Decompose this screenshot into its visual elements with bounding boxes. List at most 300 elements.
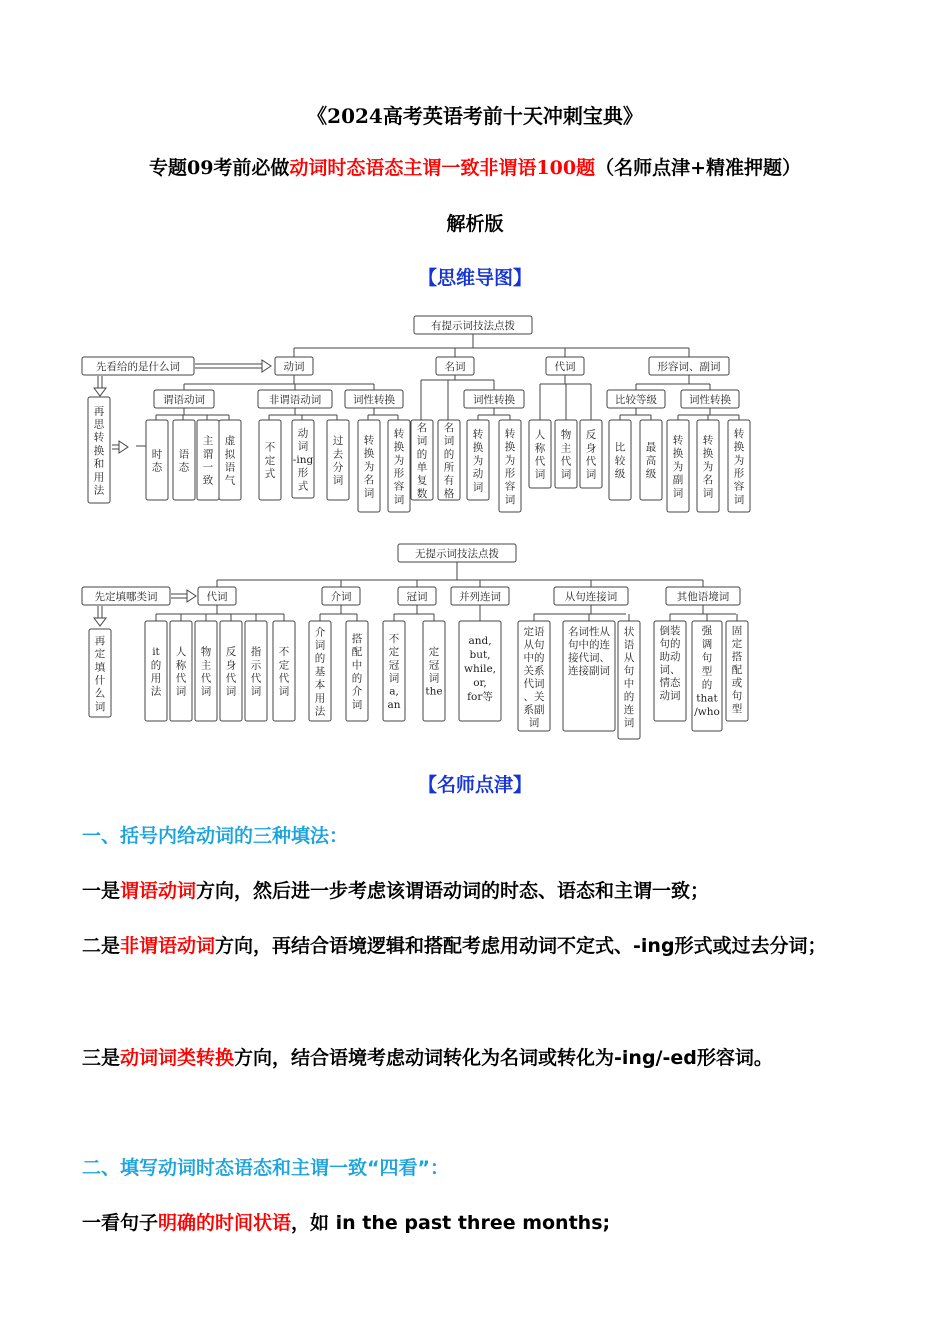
svg-text:转: 转 — [702, 434, 714, 447]
svg-text:中的: 中的 — [523, 652, 545, 664]
svg-text:身: 身 — [225, 659, 237, 672]
section-tips-heading: 【名师点津】 — [417, 774, 532, 796]
svg-text:定: 定 — [278, 659, 290, 672]
svg-text:、关: 、关 — [523, 691, 545, 703]
svg-text:不: 不 — [278, 646, 290, 659]
svg-text:-ing: -ing — [292, 453, 314, 466]
svg-text:转: 转 — [393, 427, 405, 440]
tip-paragraph-4 — [82, 1195, 882, 1251]
svg-text:词: 词 — [560, 468, 572, 481]
svg-text:称: 称 — [175, 659, 187, 672]
svg-text:分: 分 — [332, 461, 344, 474]
svg-text:复: 复 — [416, 474, 428, 487]
svg-text:比较等级: 比较等级 — [615, 394, 657, 406]
mindmap2-pronoun-leaf-6 — [273, 621, 295, 721]
svg-text:词、: 词、 — [659, 664, 681, 676]
svg-text:高: 高 — [645, 454, 657, 467]
svg-text:定: 定 — [731, 638, 743, 650]
svg-text:致: 致 — [202, 474, 214, 487]
svg-text:容: 容 — [393, 480, 405, 493]
mindmap2-side-bottom — [89, 629, 111, 717]
svg-text:定: 定 — [264, 454, 276, 467]
svg-text:的: 的 — [351, 672, 363, 685]
mindmap1-category-1 — [275, 357, 313, 375]
svg-text:基: 基 — [314, 665, 326, 678]
svg-text:代: 代 — [278, 672, 290, 685]
mindmap1-pronoun-leaf-3 — [580, 420, 602, 488]
svg-text:代词: 代词 — [554, 361, 576, 373]
svg-text:名词性从: 名词性从 — [568, 626, 610, 638]
svg-text:词: 词 — [363, 487, 375, 500]
mindmap2-clause-leaf-1 — [518, 621, 550, 731]
svg-text:态: 态 — [178, 461, 190, 474]
mindmap1-adj-group-1 — [607, 390, 665, 408]
svg-text:形: 形 — [297, 467, 309, 480]
svg-text:并列连词: 并列连词 — [459, 591, 501, 603]
svg-text:型: 型 — [731, 703, 743, 715]
svg-text:中: 中 — [351, 659, 363, 672]
svg-text:代: 代 — [560, 455, 572, 468]
svg-text:/who: /who — [694, 706, 720, 718]
mindmap1-side-bottom — [88, 397, 110, 503]
svg-text:搭: 搭 — [731, 651, 743, 663]
svg-text:固: 固 — [731, 625, 743, 637]
svg-text:配: 配 — [351, 646, 363, 659]
mindmap1-pronoun-leaf-1 — [529, 420, 551, 488]
svg-text:词: 词 — [416, 435, 428, 448]
svg-text:代: 代 — [585, 455, 597, 468]
svg-text:用: 用 — [93, 471, 105, 484]
mindmap1-category-3 — [546, 357, 584, 375]
svg-text:定: 定 — [428, 646, 440, 659]
svg-text:状: 状 — [623, 626, 635, 638]
mindmap1-adj-leaf-2-3 — [728, 420, 750, 512]
svg-text:有提示词技法点拨: 有提示词技法点拨 — [431, 320, 515, 332]
svg-text:有: 有 — [443, 474, 455, 487]
mindmap1-side-top — [82, 357, 194, 375]
svg-text:词: 词 — [585, 468, 597, 481]
mindmap2-pronoun-leaf-3 — [195, 621, 217, 721]
svg-text:过: 过 — [332, 435, 344, 448]
svg-text:主: 主 — [200, 659, 212, 672]
svg-text:换: 换 — [93, 444, 105, 457]
tip3-keyword: 动词词类转换 — [120, 1047, 235, 1069]
svg-text:物: 物 — [560, 429, 572, 442]
svg-text:词: 词 — [504, 493, 516, 506]
svg-text:词: 词 — [443, 435, 455, 448]
mindmap1-verb-leaf-3-2 — [388, 420, 410, 512]
svg-text:气: 气 — [224, 474, 236, 487]
svg-text:配: 配 — [731, 664, 743, 676]
svg-text:法: 法 — [93, 484, 105, 497]
svg-text:定: 定 — [388, 646, 400, 659]
mindmap1-noun-group-1 — [464, 390, 524, 408]
svg-text:为: 为 — [672, 460, 684, 473]
tip4-post: ，如 in the past three months; — [291, 1212, 611, 1234]
svg-text:语: 语 — [178, 448, 190, 461]
svg-text:转: 转 — [733, 427, 745, 440]
svg-text:词: 词 — [225, 685, 237, 698]
document-subtitle — [0, 153, 950, 180]
mindmap2-other-leaf-2 — [692, 621, 722, 731]
mindmap2-category-4 — [451, 587, 509, 605]
mindmap2-pronoun-leaf-1 — [145, 621, 167, 721]
svg-text:一: 一 — [202, 461, 214, 474]
svg-text:词: 词 — [351, 698, 363, 711]
svg-text:的: 的 — [150, 659, 162, 672]
svg-text:词: 词 — [297, 440, 309, 453]
mindmap1-noun-leaf-2 — [438, 420, 460, 500]
svg-text:代词: 代词 — [206, 591, 228, 603]
svg-text:先定填哪类词: 先定填哪类词 — [94, 591, 158, 603]
svg-text:接代词、: 接代词、 — [568, 652, 610, 664]
svg-text:指: 指 — [250, 646, 262, 659]
svg-text:词: 词 — [200, 685, 212, 698]
svg-text:形: 形 — [393, 467, 405, 480]
svg-text:先看给的是什么词: 先看给的是什么词 — [96, 361, 180, 373]
svg-text:为: 为 — [363, 460, 375, 473]
svg-text:么: 么 — [94, 687, 106, 700]
svg-text:名: 名 — [443, 421, 455, 434]
mindmap1-category-4 — [649, 357, 729, 375]
svg-text:的: 的 — [443, 448, 455, 461]
svg-text:冠: 冠 — [428, 659, 440, 672]
svg-text:词性转换: 词性转换 — [353, 394, 395, 406]
svg-text:级: 级 — [614, 468, 626, 481]
tip1-pre: 一是 — [82, 880, 121, 902]
mindmap2-other-leaf-1 — [654, 621, 686, 721]
svg-text:什: 什 — [94, 674, 106, 687]
svg-text:反: 反 — [585, 429, 597, 442]
mindmap2-category-5 — [554, 587, 628, 605]
svg-text:句: 句 — [623, 665, 635, 677]
svg-text:换: 换 — [672, 447, 684, 460]
svg-text:句的: 句的 — [659, 638, 681, 650]
svg-text:转: 转 — [472, 428, 484, 441]
tip4-keyword: 明确的时间状语 — [158, 1212, 292, 1234]
svg-text:转: 转 — [363, 434, 375, 447]
svg-text:无提示词技法点拨: 无提示词技法点拨 — [415, 548, 499, 560]
svg-text:名: 名 — [416, 421, 428, 434]
svg-text:词: 词 — [332, 474, 344, 487]
svg-text:为: 为 — [733, 454, 745, 467]
mindmap2-other-leaf-3 — [726, 621, 748, 721]
svg-text:介词: 介词 — [330, 591, 352, 603]
svg-text:名: 名 — [363, 474, 375, 487]
mindmap2-side-top — [82, 587, 170, 605]
svg-text:拟: 拟 — [224, 448, 236, 461]
svg-text:代词: 代词 — [523, 678, 545, 690]
mindmap2-article-leaf-1 — [383, 621, 405, 721]
svg-text:转: 转 — [504, 427, 516, 440]
svg-text:词: 词 — [175, 685, 187, 698]
section-mindmap-heading: 【思维导图】 — [417, 267, 532, 289]
svg-text:称: 称 — [534, 442, 546, 455]
mindmap1-bracket-arrow — [112, 441, 128, 453]
svg-text:冠词: 冠词 — [406, 591, 428, 603]
svg-text:的: 的 — [701, 679, 713, 691]
svg-text:从: 从 — [623, 652, 635, 664]
svg-text:身: 身 — [585, 442, 597, 455]
svg-text:代: 代 — [250, 672, 262, 685]
svg-text:主: 主 — [560, 442, 572, 455]
mindmap1-verb-leaf-2-3 — [327, 420, 349, 500]
edition-label: 解析版 — [446, 213, 504, 235]
mindmap1-root — [414, 316, 532, 334]
svg-text:谓: 谓 — [202, 448, 214, 461]
svg-text:词: 词 — [393, 493, 405, 506]
svg-text:助动: 助动 — [659, 651, 681, 663]
svg-text:型: 型 — [701, 665, 713, 678]
mind-map — [78, 308, 868, 740]
svg-text:所: 所 — [443, 461, 455, 474]
mindmap2-conj-leaf-1 — [459, 621, 501, 721]
svg-text:主: 主 — [202, 435, 214, 448]
svg-text:从句: 从句 — [523, 639, 545, 651]
mindmap1-adj-leaf-1-1 — [609, 420, 631, 500]
svg-text:换: 换 — [702, 447, 714, 460]
mindmap1-verb-leaf-1-1 — [146, 420, 168, 500]
svg-text:强: 强 — [701, 625, 713, 637]
svg-text:词: 词 — [528, 717, 540, 729]
mindmap1-verb-leaf-2-1 — [259, 420, 281, 500]
subtitle-topic: 动词时态语态主谓一致非谓语100题 — [289, 157, 596, 179]
svg-text:填: 填 — [94, 661, 106, 674]
svg-text:数: 数 — [416, 487, 428, 500]
mindmap1-verb-leaf-1-2 — [173, 420, 195, 500]
svg-text:that: that — [696, 692, 718, 705]
svg-text:再: 再 — [93, 405, 105, 418]
tip2-keyword: 非谓语动词 — [120, 935, 216, 957]
mindmap2-side-arrow — [171, 590, 196, 602]
svg-text:式: 式 — [264, 468, 276, 481]
svg-text:法: 法 — [150, 685, 162, 698]
svg-text:it: it — [152, 646, 160, 659]
svg-text:句中的连: 句中的连 — [568, 639, 610, 651]
svg-text:比: 比 — [614, 441, 626, 454]
mindmap2-pronoun-leaf-5 — [245, 621, 267, 721]
svg-text:搭: 搭 — [351, 632, 363, 645]
svg-text:词: 词 — [534, 468, 546, 481]
svg-text:调: 调 — [701, 638, 713, 651]
svg-text:名词: 名词 — [444, 361, 466, 373]
tip3-pre: 三是 — [82, 1047, 121, 1069]
svg-text:形: 形 — [733, 467, 745, 480]
svg-text:其他语境词: 其他语境词 — [676, 591, 730, 603]
svg-text:的: 的 — [623, 691, 635, 703]
tip1-keyword: 谓语动词 — [120, 880, 197, 902]
mindmap1-adj-leaf-1-2 — [640, 420, 662, 500]
mindmap2-side-down-arrow — [94, 606, 106, 626]
svg-text:词: 词 — [250, 685, 262, 698]
svg-text:词性转换: 词性转换 — [689, 394, 731, 406]
svg-text:的: 的 — [314, 652, 326, 665]
mindmap2-article-leaf-2 — [423, 621, 445, 721]
svg-text:连接副词: 连接副词 — [568, 665, 610, 677]
svg-text:词: 词 — [472, 481, 484, 494]
svg-text:较: 较 — [614, 454, 626, 467]
svg-text:an: an — [387, 698, 401, 711]
svg-text:虚: 虚 — [224, 435, 236, 448]
mindmap1-verb-leaf-2-2 — [292, 420, 314, 498]
svg-text:物: 物 — [200, 646, 212, 659]
svg-text:词: 词 — [314, 639, 326, 652]
svg-text:句: 句 — [731, 690, 743, 702]
mindmap2-root — [398, 544, 516, 562]
mindmap1-noun-leaf-4 — [499, 420, 521, 512]
svg-text:法: 法 — [314, 705, 326, 718]
svg-text:换: 换 — [363, 447, 375, 460]
mindmap1-verb-group-3 — [345, 390, 403, 408]
svg-text:词: 词 — [733, 493, 745, 506]
mindmap1-verb-leaf-1-3 — [197, 420, 219, 500]
svg-text:用: 用 — [314, 692, 326, 705]
document-title: 《2024高考英语考前十天冲刺宝典》 — [307, 104, 643, 128]
svg-text:不: 不 — [388, 632, 400, 645]
tips-heading-2: 二、填写动词时态语态和主谓一致“四看”： — [82, 1157, 449, 1179]
svg-text:示: 示 — [250, 659, 262, 672]
tip-paragraph-1 — [82, 863, 882, 919]
mindmap1-noun-leaf-3 — [467, 420, 489, 500]
subtitle-prefix: 专题09考前必做 — [148, 157, 290, 179]
svg-text:不: 不 — [264, 441, 276, 454]
svg-text:谓语动词: 谓语动词 — [163, 394, 205, 406]
svg-text:态: 态 — [151, 461, 163, 474]
svg-text:级: 级 — [645, 468, 657, 481]
svg-text:格: 格 — [443, 487, 455, 500]
mindmap1-verb-group-2 — [258, 390, 332, 408]
mindmap1-adj-leaf-2-1 — [667, 420, 689, 512]
svg-text:定: 定 — [94, 648, 106, 661]
svg-text:为: 为 — [504, 454, 516, 467]
mindmap1-adj-leaf-2-2 — [697, 420, 719, 512]
svg-text:非谓语动词: 非谓语动词 — [268, 394, 322, 406]
svg-text:换: 换 — [504, 441, 516, 454]
svg-text:介: 介 — [314, 626, 326, 639]
svg-text:词: 词 — [428, 672, 440, 685]
mindmap2-category-2 — [322, 587, 360, 605]
svg-text:换: 换 — [393, 441, 405, 454]
svg-text:代: 代 — [200, 672, 212, 685]
mindmap1-verb-group-1 — [154, 390, 214, 408]
mindmap2-category-6 — [666, 587, 740, 605]
svg-text:代: 代 — [534, 455, 546, 468]
mindmap2-clause-leaf-2 — [563, 621, 615, 731]
svg-text:情态: 情态 — [659, 677, 681, 689]
svg-text:容: 容 — [733, 480, 745, 493]
svg-text:词: 词 — [388, 672, 400, 685]
svg-text:词: 词 — [623, 717, 635, 729]
svg-text:中: 中 — [623, 678, 635, 690]
svg-text:形: 形 — [504, 467, 516, 480]
mindmap1-verb-leaf-1-4 — [219, 420, 241, 500]
svg-text:用: 用 — [150, 672, 162, 685]
svg-text:while,: while, — [463, 663, 497, 675]
svg-text:冠: 冠 — [388, 659, 400, 672]
svg-text:单: 单 — [416, 461, 428, 474]
svg-text:or,: or, — [473, 677, 487, 689]
mindmap1-noun-leaf-1 — [411, 420, 433, 500]
svg-text:语: 语 — [224, 461, 236, 474]
svg-text:副: 副 — [672, 474, 684, 487]
svg-text:词性转换: 词性转换 — [473, 394, 515, 406]
svg-text:动: 动 — [297, 427, 309, 440]
svg-text:定语: 定语 — [523, 626, 545, 638]
mindmap1-side-down-arrow — [94, 376, 106, 396]
svg-text:为: 为 — [472, 454, 484, 467]
svg-text:思: 思 — [93, 418, 105, 431]
mindmap2-pronoun-leaf-2 — [170, 621, 192, 721]
mindmap1-category-2 — [436, 357, 474, 375]
mindmap2-prep-leaf-2 — [346, 621, 368, 721]
svg-text:去: 去 — [332, 448, 344, 461]
svg-text:词: 词 — [672, 487, 684, 500]
mindmap1-verb-leaf-3-1 — [358, 420, 380, 512]
svg-text:介: 介 — [351, 685, 363, 698]
svg-text:换: 换 — [472, 441, 484, 454]
svg-text:but,: but, — [469, 649, 491, 661]
svg-text:the: the — [425, 685, 443, 698]
svg-text:再: 再 — [94, 634, 106, 647]
svg-text:动词: 动词 — [283, 361, 305, 373]
svg-text:人: 人 — [175, 646, 187, 659]
tip-paragraph-3 — [82, 1030, 882, 1086]
svg-text:for等: for等 — [467, 691, 493, 703]
svg-text:容: 容 — [504, 480, 516, 493]
tip2-pre: 二是 — [82, 935, 121, 957]
svg-text:动: 动 — [472, 468, 484, 481]
svg-text:为: 为 — [393, 454, 405, 467]
svg-text:句: 句 — [701, 652, 713, 664]
svg-text:或: 或 — [731, 677, 743, 689]
svg-text:形容词、副词: 形容词、副词 — [657, 361, 721, 373]
svg-text:关系: 关系 — [523, 665, 545, 677]
svg-text:为: 为 — [702, 460, 714, 473]
mindmap2-prep-leaf-1 — [309, 621, 331, 721]
svg-text:代: 代 — [225, 672, 237, 685]
svg-text:语: 语 — [623, 639, 635, 651]
svg-text:转: 转 — [672, 434, 684, 447]
svg-text:从句连接词: 从句连接词 — [564, 591, 618, 603]
tip1-post: 方向，然后进一步考虑该谓语动词的时态、语态和主谓一致； — [196, 880, 710, 902]
svg-text:系副: 系副 — [523, 704, 545, 716]
svg-text:倒装: 倒装 — [659, 625, 681, 637]
svg-text:和: 和 — [93, 458, 105, 471]
mindmap2-category-1 — [198, 587, 236, 605]
svg-text:时: 时 — [151, 448, 163, 461]
mindmap2-pronoun-leaf-4 — [220, 621, 242, 721]
mindmap2-category-3 — [398, 587, 436, 605]
svg-text:词: 词 — [702, 487, 714, 500]
tip-paragraph-2 — [82, 918, 882, 974]
mindmap1-adj-group-2 — [681, 390, 739, 408]
mindmap2-clause-leaf-3 — [618, 621, 640, 739]
svg-text:代: 代 — [175, 672, 187, 685]
svg-text:最: 最 — [645, 441, 657, 454]
svg-text:转: 转 — [93, 431, 105, 444]
svg-text:式: 式 — [297, 480, 309, 493]
svg-text:人: 人 — [534, 429, 546, 442]
svg-text:的: 的 — [416, 448, 428, 461]
svg-text:and,: and, — [468, 635, 492, 647]
subtitle-suffix: （名师点津+精准押题） — [595, 157, 802, 179]
svg-text:连: 连 — [623, 704, 635, 716]
tip4-pre: 一看句子 — [82, 1212, 159, 1234]
mindmap1-side-arrow — [195, 360, 271, 372]
svg-text:反: 反 — [225, 646, 237, 659]
tips-heading-1: 一、括号内给动词的三种填法： — [82, 825, 349, 847]
tip3-post: 方向，结合语境考虑动词转化为名词或转化为-ing/-ed形容词。 — [234, 1047, 773, 1069]
